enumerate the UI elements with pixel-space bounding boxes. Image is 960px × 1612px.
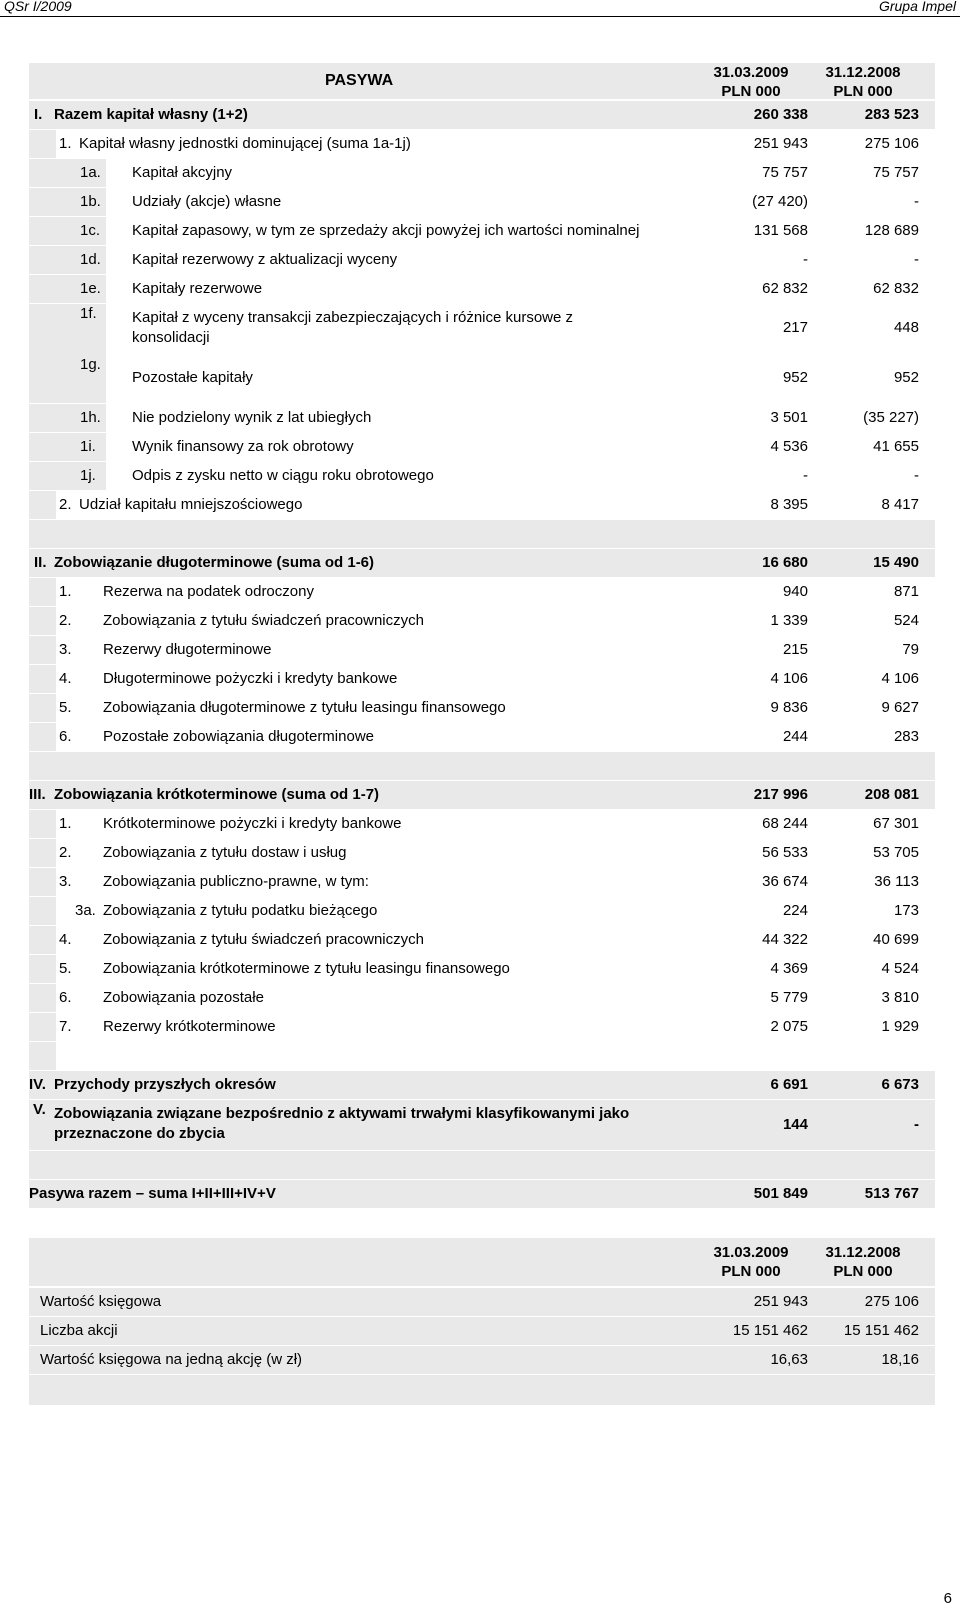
spacer-row bbox=[29, 1375, 935, 1405]
table-row bbox=[29, 897, 935, 925]
row-value-2009: 75 757 bbox=[762, 164, 808, 181]
book-row-label: Wartość księgowa bbox=[40, 1293, 162, 1310]
table-row bbox=[29, 1100, 935, 1150]
row-label: Zobowiązania z tytułu świadczeń pracowniczych bbox=[103, 612, 424, 629]
row-value-2008: 952 bbox=[893, 369, 919, 386]
row-value-2009: 217 996 bbox=[753, 786, 808, 803]
row-num: 6. bbox=[59, 728, 72, 745]
row-label: Zobowiązania krótkoterminowe (suma od 1-7) bbox=[54, 786, 380, 803]
row-value-2009: 244 bbox=[782, 728, 808, 745]
row-num: I. bbox=[34, 106, 43, 123]
row-value-2009: 44 322 bbox=[762, 931, 808, 948]
table-row bbox=[29, 491, 935, 519]
row-label: Pozostałe zobowiązania długoterminowe bbox=[103, 728, 374, 745]
row-label: Odpis z zysku netto w ciągu roku obrotowego bbox=[132, 467, 434, 484]
row-label: Nie podzielony wynik z lat ubiegłych bbox=[132, 409, 372, 426]
row-num: 1g. bbox=[80, 356, 101, 373]
row-num: 1h. bbox=[80, 409, 101, 426]
row-label: Zobowiązania długoterminowe z tytułu leasingu finansowego bbox=[103, 699, 506, 716]
row-label: Razem kapitał własny (1+2) bbox=[54, 106, 248, 123]
book-col2-date: 31.12.2008 bbox=[825, 1244, 901, 1261]
col1-date: 31.03.2009 bbox=[713, 64, 789, 81]
row-value-2009: 260 338 bbox=[753, 106, 808, 123]
row-label-line1: Zobowiązania związane bezpośrednio z aktywami trwałymi klasyfikowanymi jako bbox=[54, 1105, 630, 1122]
table-row bbox=[29, 188, 935, 216]
col2-unit: PLN 000 bbox=[833, 83, 893, 100]
row-value-2008: 871 bbox=[893, 583, 919, 600]
row-label: Zobowiązania krótkoterminowe z tytułu leasingu finansowego bbox=[103, 960, 510, 977]
row-label: Krótkoterminowe pożyczki i kredyty bankowe bbox=[103, 815, 402, 832]
book-col2-unit: PLN 000 bbox=[833, 1263, 893, 1280]
book-col2-header bbox=[813, 1243, 913, 1281]
row-value-2008: 128 689 bbox=[864, 222, 919, 239]
row-value-2008: - bbox=[914, 251, 919, 268]
row-num: 5. bbox=[59, 960, 72, 977]
table-row bbox=[29, 926, 935, 954]
row-num: 1j. bbox=[80, 467, 96, 484]
row-value-2008: 15 490 bbox=[873, 554, 919, 571]
row-value-2009: - bbox=[803, 467, 808, 484]
row-value-2008: 208 081 bbox=[864, 786, 919, 803]
row-value-2008: 36 113 bbox=[874, 873, 919, 890]
spacer-row bbox=[29, 520, 935, 548]
row-num: V. bbox=[33, 1101, 46, 1118]
row-label-line2: konsolidacji bbox=[132, 329, 210, 346]
row-label: Kapitał zapasowy, w tym ze sprzedaży akcji powyżej ich wartości nominalnej bbox=[132, 222, 640, 239]
row-label: Udział kapitału mniejszościowego bbox=[79, 496, 303, 513]
book-row-value-2009: 251 943 bbox=[753, 1293, 808, 1310]
book-col1-unit: PLN 000 bbox=[721, 1263, 781, 1280]
book-row-value-2008: 18,16 bbox=[881, 1351, 919, 1368]
row-num: 3. bbox=[59, 641, 72, 658]
table-row bbox=[29, 101, 935, 129]
row-num: 1a. bbox=[80, 164, 101, 181]
row-num: II. bbox=[34, 554, 47, 571]
row-num: 1c. bbox=[80, 222, 101, 239]
row-num: 4. bbox=[59, 931, 72, 948]
row-num: 1. bbox=[59, 135, 72, 152]
row-value-2009: 2 075 bbox=[770, 1018, 808, 1035]
table-row bbox=[29, 578, 935, 606]
row-label: Udziały (akcje) własne bbox=[132, 193, 282, 210]
row-value-2009: 8 395 bbox=[770, 496, 808, 513]
page-number: 6 bbox=[943, 1590, 952, 1607]
row-num: 1d. bbox=[80, 251, 101, 268]
row-num: 1e. bbox=[80, 280, 101, 297]
row-num: 1f. bbox=[80, 305, 97, 322]
row-value-2008: 448 bbox=[893, 319, 919, 336]
company-name: Grupa Impel bbox=[878, 0, 956, 14]
book-row-value-2009: 15 151 462 bbox=[732, 1322, 808, 1339]
row-num: 2. bbox=[59, 496, 72, 513]
spacer-row bbox=[29, 752, 935, 780]
row-value-2008: 283 523 bbox=[864, 106, 919, 123]
table-row bbox=[29, 810, 935, 838]
table-row bbox=[29, 462, 935, 490]
row-num: 7. bbox=[59, 1018, 72, 1035]
row-value-2009: 144 bbox=[782, 1116, 808, 1133]
row-value-2008: 62 832 bbox=[873, 280, 919, 297]
table-row bbox=[29, 1013, 935, 1041]
col1-unit: PLN 000 bbox=[721, 83, 781, 100]
book-row-label: Wartość księgowa na jedną akcję (w zł) bbox=[40, 1351, 303, 1368]
row-value-2008: 524 bbox=[893, 612, 919, 629]
row-value-2008: 53 705 bbox=[873, 844, 919, 861]
book-row-value-2009: 16,63 bbox=[770, 1351, 808, 1368]
book-row-value-2008: 275 106 bbox=[864, 1293, 919, 1310]
row-value-2009: 251 943 bbox=[753, 135, 808, 152]
row-value-2008: 4 106 bbox=[881, 670, 919, 687]
row-value-2008: 6 673 bbox=[881, 1076, 919, 1093]
spacer-row bbox=[29, 1042, 935, 1070]
row-value-2009: 68 244 bbox=[762, 815, 808, 832]
table-row bbox=[29, 984, 935, 1012]
col2-header bbox=[813, 63, 913, 101]
table-row bbox=[29, 130, 935, 158]
book-col1-date: 31.03.2009 bbox=[713, 1244, 789, 1261]
table-row bbox=[29, 781, 935, 809]
row-value-2009: 952 bbox=[782, 369, 808, 386]
table-row bbox=[29, 404, 935, 432]
row-value-2009: 4 536 bbox=[770, 438, 808, 455]
table-row bbox=[29, 839, 935, 867]
table-row bbox=[29, 868, 935, 896]
row-value-2009: - bbox=[803, 251, 808, 268]
book-row bbox=[29, 1317, 935, 1345]
row-num: IV. bbox=[29, 1076, 46, 1093]
table-row bbox=[29, 275, 935, 303]
row-label: Zobowiązania z tytułu podatku bieżącego bbox=[103, 902, 378, 919]
row-value-2008: 283 bbox=[893, 728, 919, 745]
table-row bbox=[29, 723, 935, 751]
row-value-2009: 9 836 bbox=[770, 699, 808, 716]
row-value-2009: 224 bbox=[782, 902, 808, 919]
row-num: 1i. bbox=[80, 438, 96, 455]
book-header-row bbox=[29, 1238, 935, 1286]
row-num: 2. bbox=[59, 844, 72, 861]
table-row bbox=[29, 955, 935, 983]
total-value-2008: 513 767 bbox=[864, 1185, 919, 1202]
row-value-2009: 217 bbox=[782, 319, 808, 336]
book-row-label: Liczba akcji bbox=[40, 1322, 118, 1339]
total-label: Pasywa razem – suma I+II+III+IV+V bbox=[29, 1185, 276, 1202]
row-value-2008: 75 757 bbox=[873, 164, 919, 181]
row-num: III. bbox=[29, 786, 46, 803]
row-value-2008: 40 699 bbox=[873, 931, 919, 948]
col1-header bbox=[701, 63, 801, 101]
table-row bbox=[29, 304, 935, 351]
row-label: Kapitał własny jednostki dominującej (suma 1a-1j) bbox=[79, 135, 411, 152]
row-num: 6. bbox=[59, 989, 72, 1006]
table-row bbox=[29, 246, 935, 274]
row-label: Zobowiązania publiczno-prawne, w tym: bbox=[103, 873, 369, 890]
table-row bbox=[29, 1071, 935, 1099]
row-value-2008: 173 bbox=[893, 902, 919, 919]
row-value-2009: (27 420) bbox=[752, 193, 808, 210]
book-row bbox=[29, 1346, 935, 1374]
row-value-2009: 62 832 bbox=[762, 280, 808, 297]
row-value-2008: 3 810 bbox=[881, 989, 919, 1006]
row-value-2008: - bbox=[914, 467, 919, 484]
row-label: Pozostałe kapitały bbox=[132, 369, 253, 386]
row-label: Zobowiązania z tytułu dostaw i usług bbox=[103, 844, 347, 861]
row-label-line1: Kapitał z wyceny transakcji zabezpieczających i różnice kursowe z bbox=[132, 309, 574, 326]
row-label: Zobowiązania z tytułu świadczeń pracowniczych bbox=[103, 931, 424, 948]
table-row bbox=[29, 159, 935, 187]
row-value-2008: 1 929 bbox=[881, 1018, 919, 1035]
row-value-2008: - bbox=[914, 1116, 919, 1133]
table-row bbox=[29, 217, 935, 245]
row-value-2009: 6 691 bbox=[770, 1076, 808, 1093]
row-value-2009: 36 674 bbox=[762, 873, 808, 890]
table-row bbox=[29, 694, 935, 722]
row-value-2008: 275 106 bbox=[864, 135, 919, 152]
row-value-2009: 4 369 bbox=[770, 960, 808, 977]
page-header bbox=[0, 0, 960, 17]
row-value-2009: 5 779 bbox=[770, 989, 808, 1006]
row-label: Kapitał akcyjny bbox=[132, 164, 233, 181]
book-col1-header bbox=[701, 1243, 801, 1281]
row-value-2009: 3 501 bbox=[770, 409, 808, 426]
total-value-2009: 501 849 bbox=[753, 1185, 808, 1202]
row-label: Zobowiązanie długoterminowe (suma od 1-6) bbox=[54, 554, 375, 571]
table-row bbox=[29, 636, 935, 664]
row-num: 1b. bbox=[80, 193, 101, 210]
row-label: Długoterminowe pożyczki i kredyty bankowe bbox=[103, 670, 398, 687]
total-row bbox=[29, 1180, 935, 1208]
book-row-value-2008: 15 151 462 bbox=[843, 1322, 919, 1339]
spacer-row bbox=[29, 1151, 935, 1179]
row-num: 3. bbox=[59, 873, 72, 890]
table-header-row bbox=[29, 63, 935, 99]
table-row bbox=[29, 549, 935, 577]
row-label: Przychody przyszłych okresów bbox=[54, 1076, 276, 1093]
row-num: 1. bbox=[59, 815, 72, 832]
table-title: PASYWA bbox=[325, 72, 394, 89]
row-num: 5. bbox=[59, 699, 72, 716]
row-label: Wynik finansowy za rok obrotowy bbox=[132, 438, 354, 455]
row-value-2009: 56 533 bbox=[762, 844, 808, 861]
row-label: Kapitały rezerwowe bbox=[132, 280, 263, 297]
row-num: 2. bbox=[59, 612, 72, 629]
row-value-2008: 8 417 bbox=[881, 496, 919, 513]
row-num: 4. bbox=[59, 670, 72, 687]
row-value-2009: 131 568 bbox=[753, 222, 808, 239]
row-value-2009: 215 bbox=[782, 641, 808, 658]
table-row bbox=[29, 433, 935, 461]
row-value-2008: 67 301 bbox=[873, 815, 919, 832]
book-row bbox=[29, 1288, 935, 1316]
row-value-2008: 9 627 bbox=[881, 699, 919, 716]
row-num: 1. bbox=[59, 583, 72, 600]
row-value-2009: 1 339 bbox=[770, 612, 808, 629]
row-value-2008: (35 227) bbox=[863, 409, 919, 426]
row-num: 3a. bbox=[75, 902, 96, 919]
row-value-2008: 79 bbox=[902, 641, 919, 658]
row-value-2008: 41 655 bbox=[873, 438, 919, 455]
row-label: Kapitał rezerwowy z aktualizacji wyceny bbox=[132, 251, 398, 268]
row-value-2008: 4 524 bbox=[881, 960, 919, 977]
table-row bbox=[29, 607, 935, 635]
row-label: Rezerwy krótkoterminowe bbox=[103, 1018, 276, 1035]
col2-date: 31.12.2008 bbox=[825, 64, 901, 81]
report-name: QSr I/2009 bbox=[4, 0, 72, 14]
table-row bbox=[29, 665, 935, 693]
row-value-2008: - bbox=[914, 193, 919, 210]
row-value-2009: 940 bbox=[782, 583, 808, 600]
row-value-2009: 4 106 bbox=[770, 670, 808, 687]
row-value-2009: 16 680 bbox=[762, 554, 808, 571]
table-row bbox=[29, 351, 935, 403]
row-label: Rezerwa na podatek odroczony bbox=[103, 583, 314, 600]
row-label-line2: przeznaczone do zbycia bbox=[54, 1125, 225, 1142]
row-label: Zobowiązania pozostałe bbox=[103, 989, 264, 1006]
row-label: Rezerwy długoterminowe bbox=[103, 641, 272, 658]
